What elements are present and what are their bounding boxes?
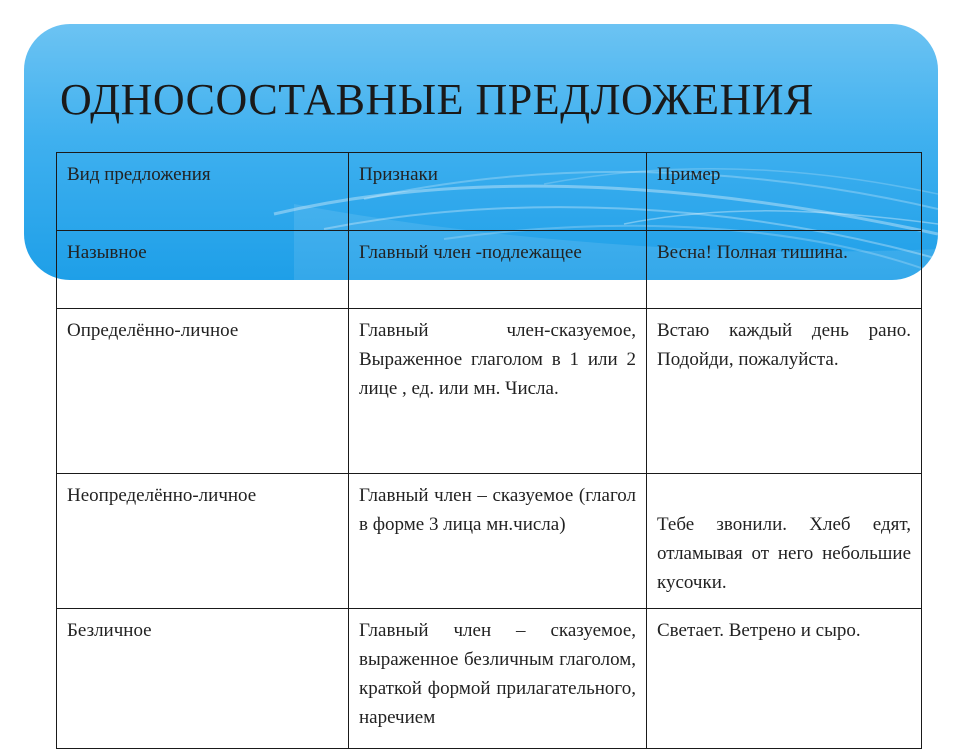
header-cell-example: Пример <box>647 153 922 231</box>
cell-type: Назывное <box>57 231 349 309</box>
cell-features: Главный член – сказуемое, выраженное безличным глаголом, краткой формой прилагательного, наречием <box>349 609 647 749</box>
table-row <box>57 231 922 309</box>
slide-title: ОДНОСОСТАВНЫЕ ПРЕДЛОЖЕНИЯ <box>60 75 814 124</box>
cell-type: Неопределённо-личное <box>57 474 349 609</box>
table-row <box>57 474 922 609</box>
cell-spacer <box>657 481 911 510</box>
table-row <box>57 309 922 474</box>
table-header-row <box>57 153 922 231</box>
sentence-types-table <box>56 152 922 749</box>
cell-type: Определённо-личное <box>57 309 349 474</box>
cell-example: Светает. Ветрено и сыро. <box>647 609 922 749</box>
cell-features: Главный член -подлежащее <box>349 231 647 309</box>
cell-example-wrapper <box>647 474 922 609</box>
cell-type: Безличное <box>57 609 349 749</box>
header-cell-features: Признаки <box>349 153 647 231</box>
cell-example: Встаю каждый день рано. Подойди, пожалуйста. <box>647 309 922 474</box>
cell-features: Главный член-сказуемое, Выраженное глаголом в 1 или 2 лице , ед. или мн. Числа. <box>349 309 647 474</box>
cell-features: Главный член – сказуемое (глагол в форме 3 лица мн.числа) <box>349 474 647 609</box>
cell-example: Весна! Полная тишина. <box>647 231 922 309</box>
table-row <box>57 609 922 749</box>
cell-example: Тебе звонили. Хлеб едят, отламывая от него небольшие кусочки. <box>657 514 911 593</box>
header-cell-type: Вид предложения <box>57 153 349 231</box>
